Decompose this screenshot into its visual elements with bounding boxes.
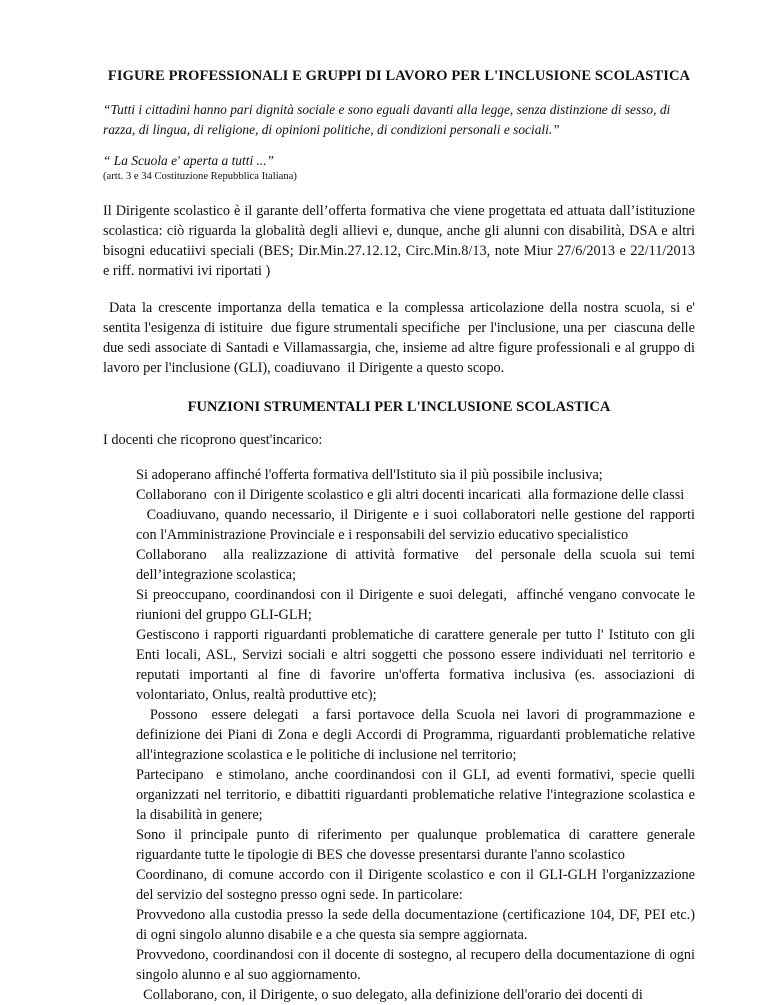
paragraph-figure-strumentali: Data la crescente importanza della tematica e la complessa articolazione della nostra scuola, si e' sentita l'esigenza di istituire due figure strumentali specifiche per l'inclusione, una per ciascuna delle due sedi associate di Santadi e Villamassargia, che, insieme ad altre figure professionali e al gruppo di lavoro per l'inclusione (GLI), coadiuvano il Dirigente a questo scopo. (103, 300, 699, 376)
section-heading: FUNZIONI STRUMENTALI PER L'INCLUSIONE SCOLASTICA (187, 399, 611, 415)
constitution-reference: (artt. 3 e 34 Costituzione Repubblica Italiana) (103, 171, 297, 182)
list-intro: I docenti che ricoprono quest'incarico: (103, 432, 323, 448)
list-item: Provvedono alla custodia presso la sede della documentazione (certificazione 104, DF, PEI etc.) di ogni singolo alunno disabile e a che questa sia sempre aggiornata. (136, 907, 699, 943)
list-item: Possono essere delegati a farsi portavoce della Scuola nei lavori di programmazione e definizione dei Piani di Zona e degli Accordi di Programma, riguardanti problematiche relative all'integrazione scolastica e le politiche di inclusione nel territorio; (136, 707, 699, 763)
list-item: Coadiuvano, quando necessario, il Dirigente e i suoi collaboratori nelle gestione del rapporti con l'Amministrazione Provinciale e i responsabili del servizio educativo specialistico (136, 507, 699, 543)
list-item: Gestiscono i rapporti riguardanti problematiche di carattere generale per tutto l' Istituto con gli Enti locali, ASL, Servizi sociali e altri soggetti che possono essere individuati nel territorio e reputati importanti al fine di favorire un'offerta formativa inclusiva (es. associazioni di volontariato, Onlus, realtà produttive etc); (136, 627, 699, 703)
list-item: Collaborano con il Dirigente scolastico e gli altri docenti incaricati alla formazione delle classi (136, 487, 685, 503)
list-item: Collaborano alla realizzazione di attività formative del personale della scuola sui temi dell’integrazione scolastica; (136, 547, 699, 583)
duties-list (136, 465, 699, 1005)
list-item: Provvedono, coordinandosi con il docente di sostegno, al recupero della documentazione di ogni singolo alunno e al suo aggiornamento. (136, 947, 699, 983)
list-item: Si adoperano affinché l'offerta formativa dell'Istituto sia il più possibile inclusiva; (136, 467, 603, 483)
school-motto: “ La Scuola e' aperta a tutti ...” (103, 153, 274, 168)
list-item: Si preoccupano, coordinandosi con il Dirigente e suoi delegati, affinché vengano convocate le riunioni del gruppo GLI-GLH; (136, 587, 699, 623)
document-title: FIGURE PROFESSIONALI E GRUPPI DI LAVORO PER L'INCLUSIONE SCOLASTICA (107, 68, 691, 84)
document-page (103, 0, 699, 1005)
paragraph-dirigente: Il Dirigente scolastico è il garante dell’offerta formativa che viene progettata ed attuata dall’istituzione scolastica: ciò riguarda la globalità degli allievi e, dunque, anche gli alunni con disabilità, DSA e altri bisogni educatiivi speciali (BES; Dir.Min.27.12.12, Circ.Min.8/13, note Miur 27/6/2013 e 22/11/2013 e riff. normativi ivi riportati ) (103, 203, 695, 279)
list-item: Collaborano, con, il Dirigente, o suo delegato, alla definizione dell'orario dei docenti di (136, 987, 643, 1003)
list-item: Coordinano, di comune accordo con il Dirigente scolastico e con il GLI-GLH l'organizzazione del servizio del sostegno presso ogni sede. In particolare: (136, 867, 699, 903)
list-item: Partecipano e stimolano, anche coordinandosi con il GLI, ad eventi formativi, specie quelli organizzati nel territorio, e dibattiti riguardanti problematiche relative l'integrazione scolastica e la disabilità in genere; (136, 767, 699, 823)
list-item: Sono il principale punto di riferimento per qualunque problematica di carattere generale riguardante tutte le tipologie di BES che dovesse presentarsi durante l'anno scolastico (136, 827, 699, 863)
constitution-quote: “Tutti i cittadini hanno pari dignità sociale e sono eguali davanti alla legge, senza distinzione di sesso, di razza, di lingua, di religione, di opinioni politiche, di condizioni personali e sociali.” (103, 102, 671, 137)
